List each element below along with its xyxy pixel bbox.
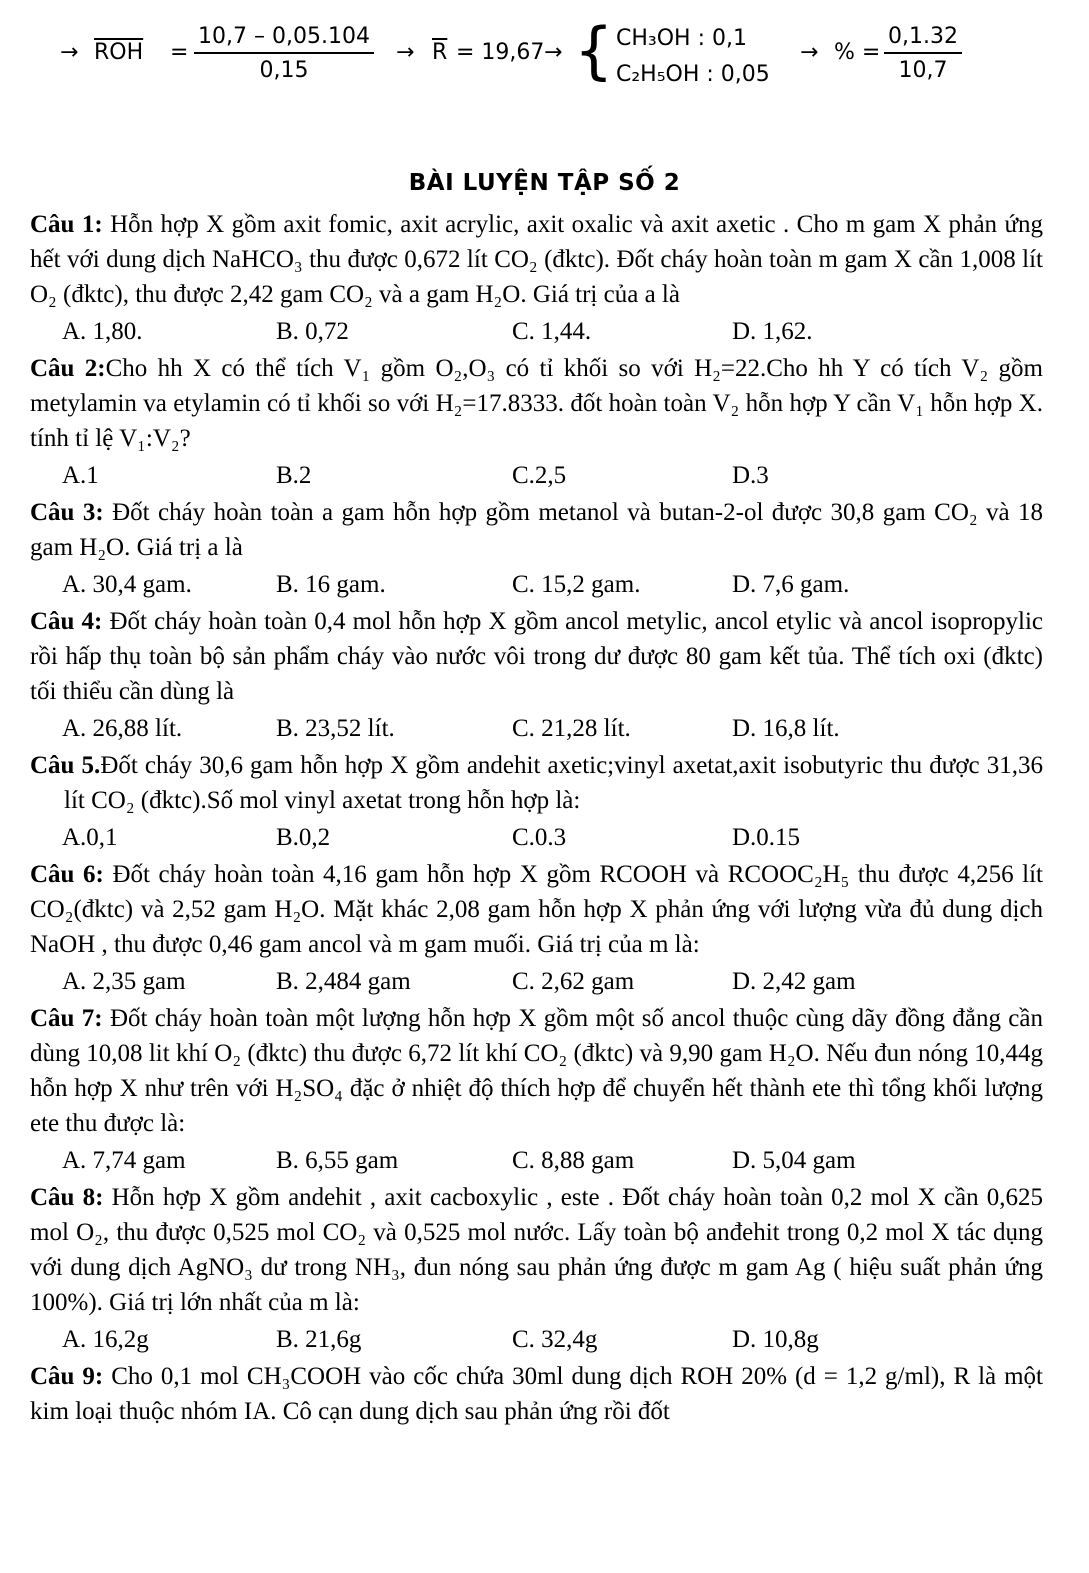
solution-formula: → $\overline{ROH}$ = $\frac{10,7 - 0,05.104}{0,15}$ → $\overline{R}$ = 19,67 → { CH₃OH : 0,1 C₂H₅OH : 0,05 → % = $\frac{0,1.32}{10,7}$ <box>60 22 1060 112</box>
option-a: A. 16,2g <box>62 1326 149 1353</box>
question-8-options <box>30 1320 1043 1359</box>
roh-label: $\overline{ROH}$ <box>94 40 144 65</box>
system-brace: { <box>574 14 614 87</box>
arrow-3: → <box>544 40 563 65</box>
option-b: B. 23,52 lít. <box>276 715 395 742</box>
option-c: C. 32,4g <box>512 1326 598 1353</box>
system-line-2: C₂H₅OH : 0,05 <box>616 62 770 87</box>
r-label: $\overline{R}$ <box>432 40 448 65</box>
option-b: B. 6,55 gam <box>276 1147 399 1174</box>
option-a: A. 2,35 gam <box>62 968 186 995</box>
percent-numerator: 0,1.32 <box>884 24 962 54</box>
option-d: D. 2,42 gam <box>732 968 856 995</box>
option-d: D. 16,8 lít. <box>732 715 840 742</box>
option-d: D. 5,04 gam <box>732 1147 856 1174</box>
question-7: Câu 7: Đốt cháy hoàn toàn một lượng hỗn hợp X gồm một số ancol thuộc cùng dãy đồng đẳng cần dùng 10,08 lit khí O₂ (đktc) thu được 6,72 lít khí CO₂ (đktc) và 9,90 gam H₂O. Nếu đun nóng 10,44g hỗn hợp X như trên với H₂SO₄ đặc ở nhiệt độ thích hợp để chuyển hết thành ete thì tổng khối lượng ete thu được là: <box>30 1005 1043 1137</box>
option-d: D. 10,8g <box>732 1326 819 1353</box>
percent-label: % = <box>834 40 881 65</box>
roh-denominator: 0,15 <box>259 58 309 83</box>
option-c: C. 1,44. <box>512 318 592 345</box>
option-a: A. 1,80. <box>62 318 143 345</box>
question-4-options <box>30 709 1043 748</box>
question-6: Câu 6: Đốt cháy hoàn toàn 4,16 gam hỗn hợp X gồm RCOOH và RCOOC₂H₅ thu được 4,256 lít CO₂(đktc) và 2,52 gam H₂O. Mặt khác 2,08 gam hỗn hợp X phản ứng với lượng vừa đủ dung dịch NaOH , thu được 0,46 gam ancol và m gam muối. Giá trị của m là: <box>30 861 1043 958</box>
option-c: C. 21,28 lít. <box>512 715 631 742</box>
option-d: D.0.15 <box>732 824 801 851</box>
option-c: C.0.3 <box>512 824 567 851</box>
arrow-1: → <box>60 40 79 65</box>
option-b: B.0,2 <box>276 824 331 851</box>
option-b: B. 16 gam. <box>276 571 386 598</box>
question-3-options <box>30 565 1043 604</box>
question-8: Câu 8: Hỗn hợp X gồm andehit , axit cacboxylic , este . Đốt cháy hoàn toàn 0,2 mol X cần 0,625 mol O₂, thu được 0,525 mol CO₂ và 0,525 mol nước. Lấy toàn bộ anđehit trong 0,2 mol X tác dụng với dung dịch AgNO₃ dư trong NH₃, đun nóng sau phản ứng được m gam Ag ( hiệu suất phản ứng 100%). Giá trị lớn nhất của m là: <box>30 1184 1043 1316</box>
question-2: Câu 2:Cho hh X có thể tích V₁ gồm O₂,O₃ có tỉ khối so với H₂=22.Cho hh Y có tích V₂ gồm metylamin va etylamin có tỉ khối so với H₂=17.8333. đốt hoàn toàn V₂ hỗn hợp Y cần V₁ hỗn hợp X. tính tỉ lệ V₁:V₂? <box>30 355 1043 452</box>
question-5-options <box>30 818 1043 857</box>
question-5: Câu 5.Đốt cháy 30,6 gam hỗn hợp X gồm andehit axetic;vinyl axetat,axit isobutyric thu được 31,36 lít CO₂ (đktc).Số mol vinyl axetat trong hỗn hợp là: <box>30 752 1043 814</box>
arrow-2: → <box>396 40 415 65</box>
question-2-options <box>30 456 1043 495</box>
question-9: Câu 9: Cho 0,1 mol CH₃COOH vào cốc chứa 30ml dung dịch ROH 20% (d = 1,2 g/ml), R là một kim loại thuộc nhóm IA. Cô cạn dung dịch sau phản ứng rồi đốt <box>30 1363 1043 1425</box>
section-title: BÀI LUYỆN TẬP SỐ 2 <box>408 170 681 196</box>
option-a: A.0,1 <box>62 824 118 851</box>
arrow-4: → <box>800 40 819 65</box>
option-c: C.2,5 <box>512 462 567 489</box>
option-c: C. 2,62 gam <box>512 968 635 995</box>
system-line-1: CH₃OH : 0,1 <box>616 26 747 51</box>
option-c: C. 15,2 gam. <box>512 571 641 598</box>
question-3: Câu 3: Đốt cháy hoàn toàn a gam hỗn hợp gồm metanol và butan-2-ol được 30,8 gam CO₂ và 18 gam H₂O. Giá trị a là <box>30 499 1043 561</box>
question-6-options <box>30 962 1043 1001</box>
option-d: D. 7,6 gam. <box>732 571 850 598</box>
option-d: D. 1,62. <box>732 318 813 345</box>
question-4: Câu 4: Đốt cháy hoàn toàn 0,4 mol hỗn hợp X gồm ancol metylic, ancol etylic và ancol isopropylic rồi hấp thụ toàn bộ sản phẩm cháy vào nước vôi trong dư được 80 gam kết tủa. Thể tích oxi (đktc) tối thiểu cần dùng là <box>30 608 1044 705</box>
question-list <box>30 207 1043 1429</box>
option-a: A. 7,74 gam <box>62 1147 186 1174</box>
question-1-options <box>30 312 1043 351</box>
option-d: D.3 <box>732 462 769 489</box>
option-c: C. 8,88 gam <box>512 1147 635 1174</box>
roh-fraction <box>194 24 374 83</box>
option-b: B. 0,72 <box>276 318 349 345</box>
option-b: B. 2,484 gam <box>276 968 411 995</box>
roh-numerator: 10,7 – 0,05.104 <box>194 24 374 54</box>
option-b: B.2 <box>276 462 312 489</box>
question-7-options <box>30 1141 1043 1180</box>
option-b: B. 21,6g <box>276 1326 362 1353</box>
option-a: A. 30,4 gam. <box>62 571 192 598</box>
r-value: = 19,67 <box>456 40 545 65</box>
option-a: A. 26,88 lít. <box>62 715 183 742</box>
percent-denominator: 10,7 <box>898 58 948 83</box>
option-a: A.1 <box>62 462 99 489</box>
question-1: Câu 1: Hỗn hợp X gồm axit fomic, axit acrylic, axit oxalic và axit axetic . Cho m gam X phản ứng hết với dung dịch NaHCO₃ thu được 0,672 lít CO₂ (đktc). Đốt cháy hoàn toàn m gam X cần 1,008 lít O₂ (đktc), thu được 2,42 gam CO₂ và a gam H₂O. Giá trị của a là <box>30 211 1043 308</box>
percent-fraction <box>884 24 962 83</box>
